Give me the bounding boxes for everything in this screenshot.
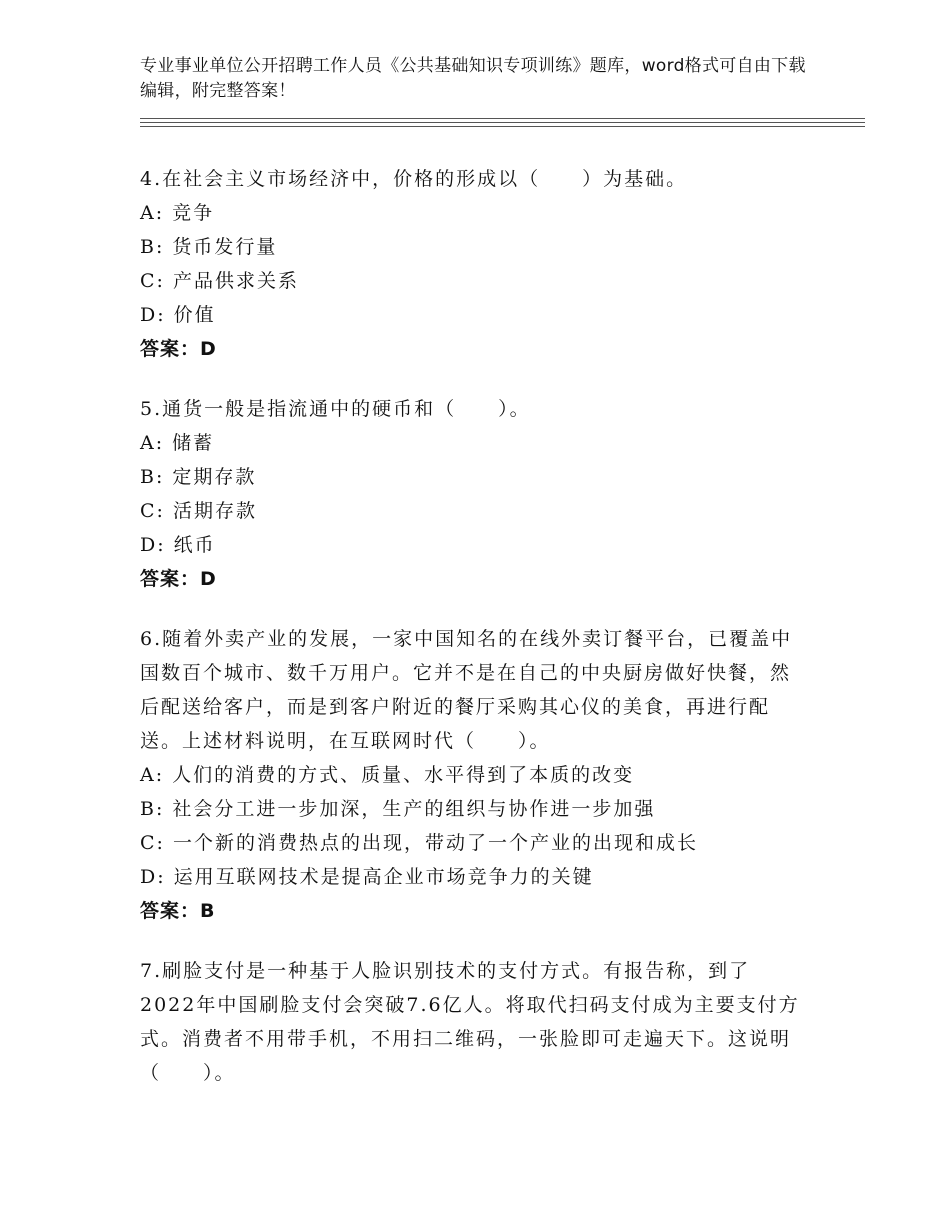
answer-label: 答案：D [140, 338, 217, 360]
option-d: D: 纸币 [140, 534, 216, 556]
answer-label: 答案：B [140, 900, 216, 922]
question-stem: 5.通货一般是指流通中的硬币和（ ）。 [140, 398, 531, 420]
option-c: C: 活期存款 [140, 500, 257, 522]
question-6 [140, 622, 800, 928]
option-c: C: 一个新的消费热点的出现，带动了一个产业的出现和成长 [140, 832, 698, 854]
document-header: 专业事业单位公开招聘工作人员《公共基础知识专项训练》题库，word格式可自由下载编辑，附完整答案！ [140, 56, 806, 101]
question-stem: 6.随着外卖产业的发展，一家中国知名的在线外卖订餐平台，已覆盖中国数百个城市、数千万用户。它并不是在自己的中央厨房做好快餐，然后配送给客户，而是到客户附近的餐厅采购其心仪的美食，再进行配送。上述材料说明，在互联网时代（ ）。 [140, 628, 793, 752]
option-a: A: 储蓄 [140, 432, 215, 454]
option-d: D: 运用互联网技术是提高企业市场竞争力的关键 [140, 866, 594, 888]
option-a: A: 竞争 [140, 202, 215, 224]
question-list [140, 162, 800, 1116]
header-divider [140, 126, 865, 127]
header-divider [140, 122, 865, 123]
option-d: D: 价值 [140, 304, 216, 326]
option-b: B: 社会分工进一步加深，生产的组织与协作进一步加强 [140, 798, 656, 820]
option-c: C: 产品供求关系 [140, 270, 299, 292]
question-5 [140, 392, 800, 596]
question-7 [140, 954, 800, 1090]
question-4 [140, 162, 800, 366]
header-divider [140, 118, 865, 119]
question-stem: 7.刷脸支付是一种基于人脸识别技术的支付方式。有报告称，到了2022年中国刷脸支付会突破7.6亿人。将取代扫码支付成为主要支付方式。消费者不用带手机，不用扫二维码，一张脸即可走遍天下。这说明（ ）。 [140, 960, 800, 1084]
option-b: B: 定期存款 [140, 466, 257, 488]
question-stem: 4.在社会主义市场经济中，价格的形成以（ ）为基础。 [140, 168, 688, 190]
option-b: B: 货币发行量 [140, 236, 278, 258]
option-a: A: 人们的消费的方式、质量、水平得到了本质的改变 [140, 764, 635, 786]
answer-label: 答案：D [140, 568, 217, 590]
